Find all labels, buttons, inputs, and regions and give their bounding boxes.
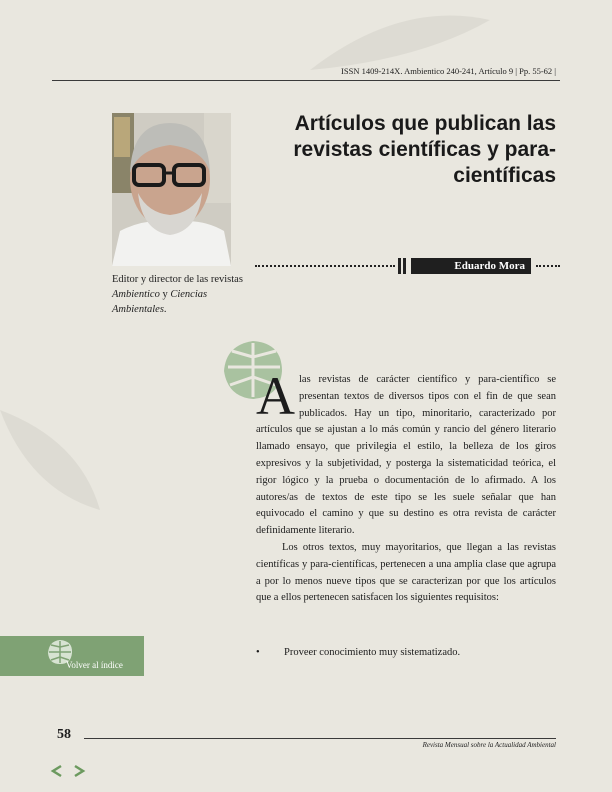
header-citation: ISSN 1409-214X. Ambientico 240-241, Artículo 9 | Pp. 55-62 | [341,66,556,76]
byline-bar [403,258,406,274]
bullet-marker: • [256,647,260,658]
footer-journal: Revista Mensual sobre la Actualidad Ambiental [422,741,556,749]
background-leaf-decoration [0,400,120,520]
paragraph-1 [256,366,556,540]
author-photo [112,113,231,266]
header-rule [52,80,560,81]
author-byline [255,258,560,274]
author-caption [112,272,262,317]
requirement-list-item [256,645,556,661]
dotted-rule [536,265,560,267]
dotted-rule [255,265,395,267]
caption-and: y [159,289,171,300]
caption-text: Editor y director de las revistas [112,274,243,285]
previous-page-icon[interactable] [50,764,64,778]
paragraph-2: Los otros textos, muy mayoritarios, que llegan a las revistas científicas y para-científicas, pertenecen a una amplia clase que agrupa a por lo menos nueve tipos que se caracterizan por que los artículos que a ellos pertenecen satisfacen los siguientes requisitos: [256,541,556,604]
page-number: 58 [57,727,71,742]
caption-end: . [163,304,167,315]
caption-journal-2: Ciencias Ambientales [112,289,208,315]
bullet-text: Proveer conocimiento muy sistematizado. [284,647,461,658]
paragraph-1-text: las revistas de carácter científico y para-científico se presentan textos de diversos tipos con el fin de que sean publicados. Hay un tipo, minoritario, caracterizado por artículos que se ajustan a lo más común y rancio del género literario llamado ensayo, que privilegia el estilo, la belleza de los giros expresivos y la subjetividad, y posterga la sistematicidad teórica, el rigor lógico y la prueba o documentación de lo afirmado. A los autores/as de textos de este tipo se les suele señalar que han equivocado el camino y que su destino es otra revista de carácter definidamente literario. [256,374,556,537]
article-title: Artículos que publican las revistas científicas y para-científicas [293,112,556,187]
caption-journal-1: Ambientico [112,289,160,300]
byline-bar [398,258,401,274]
author-name: Eduardo Mora [411,258,531,274]
drop-cap: A [256,366,295,426]
back-to-index-label: Volver al índice [66,660,123,670]
article-body [256,366,556,607]
footer-rule [84,738,556,739]
back-to-index-button[interactable] [0,636,144,676]
next-page-icon[interactable] [72,764,86,778]
